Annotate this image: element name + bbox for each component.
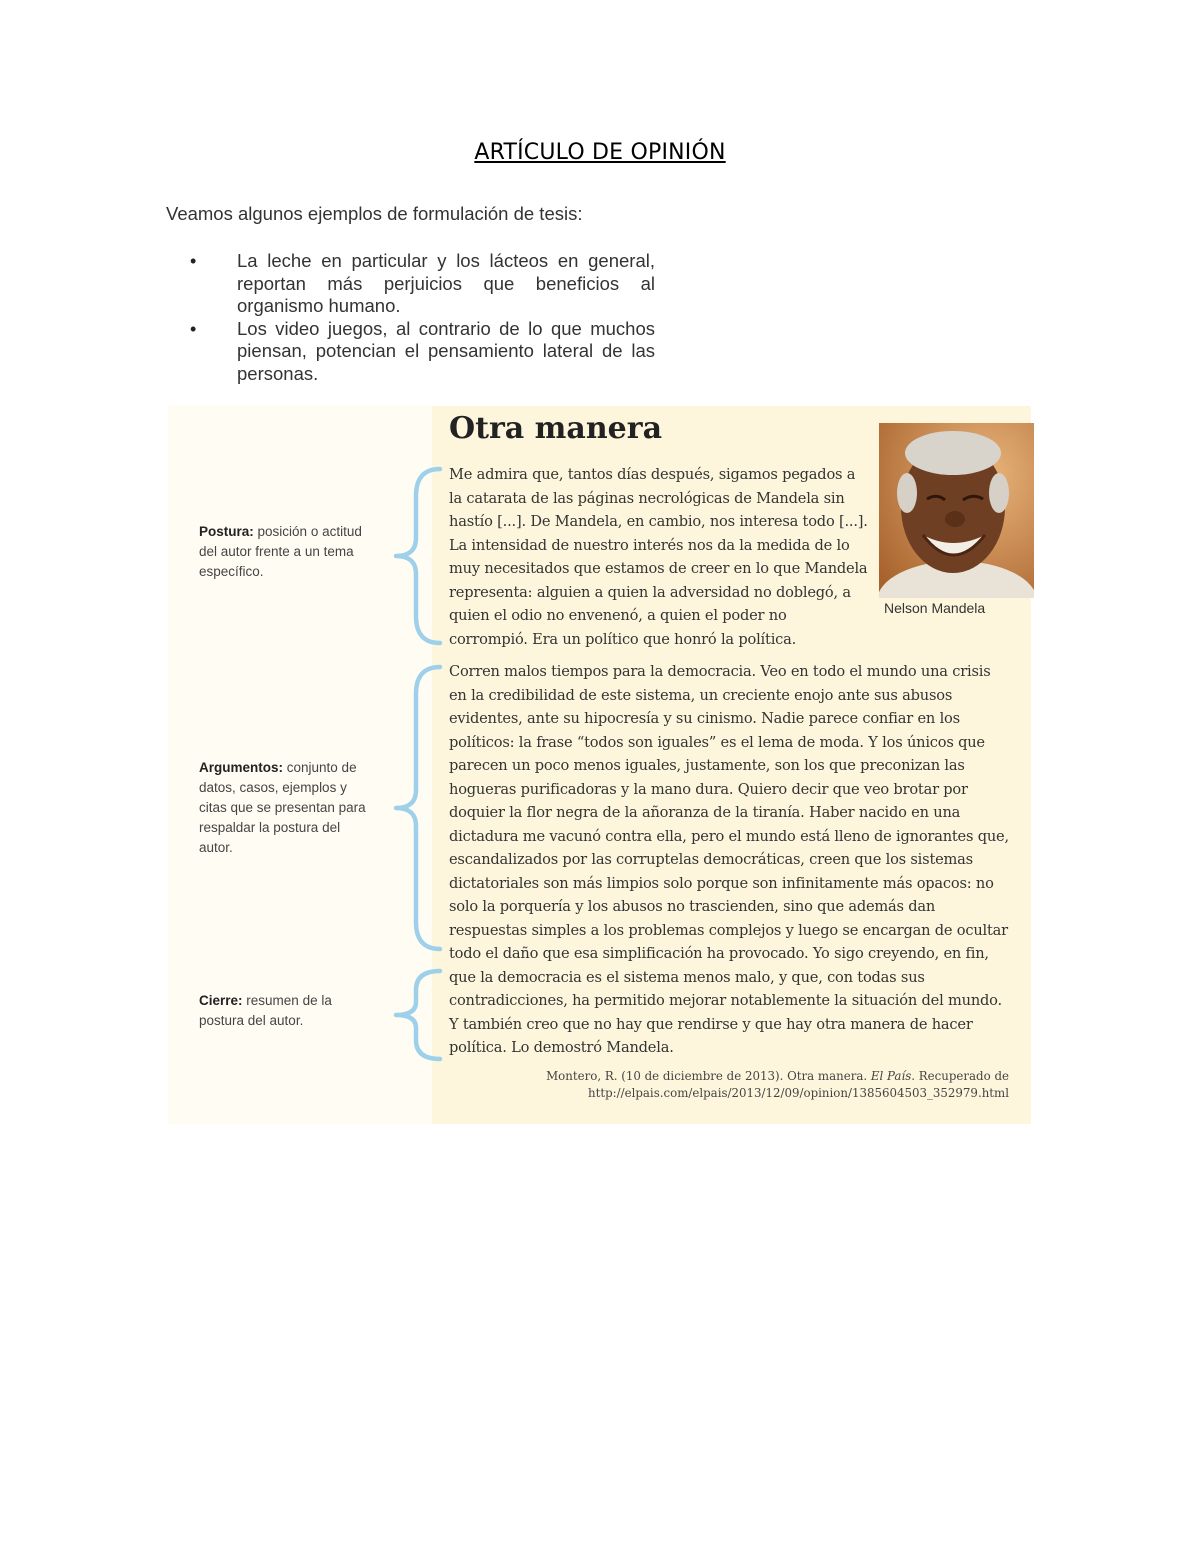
citation-url: http://elpais.com/elpais/2013/12/09/opinion/1385604503_352979.html xyxy=(588,1086,1009,1100)
brace-cierre-icon xyxy=(390,968,446,1062)
photo-caption: Nelson Mandela xyxy=(884,600,986,616)
thesis-examples-list xyxy=(190,250,655,385)
label-postura: Postura: posición o actitud del autor frente a un tema específico. xyxy=(199,524,362,579)
brace-postura-icon xyxy=(390,466,446,646)
citation: Montero, R. (10 de diciembre de 2013). Otra manera. El País. Recuperado de http://elpais.com/elpais/2013/12/09/opinion/1385604503_352979.html xyxy=(546,1069,1009,1100)
article-figure xyxy=(168,406,1031,1124)
label-cierre: Cierre: resumen de la postura del autor. xyxy=(199,993,332,1028)
article-paragraph-argumentos: Corren malos tiempos para la democracia. Veo en todo el mundo una crisis en la credibilidad de este sistema, un creciente enojo ante sus abusos evidentes, ante su hipocresía y su cinismo. Nadie parece confiar en los políticos: la frase “todos son iguales” es el lema de moda. Y los únicos que parecen un poco menos iguales, justamente, son los que preconizan las hogueras purificadoras y la mano dura. Quiero decir que veo brotar por doquier la flor negra de la añoranza de la tiranía. Haber nacido en una dictadura me vacunó contra ella, pero el mundo está lleno de ignorantes que, escandalizados por las corruptelas democráticas, creen que los sistemas dictatoriales son más limpios solo porque son infinitamente más opacos: no solo la porquería y los abusos no trascienden, sino que además dan respuestas simples a los problemas complejos y luego se encargan de ocultar todo el daño que esa simplificación ha provocado. Yo sigo creyendo, en fin, que la democracia es el sistema menos malo, y que, con todas sus contradicciones, ha permitido mejorar notablemente la situación del mundo. Y también creo que no hay que rendirse y que hay otra manera de hacer política. Lo demostró Mandela. xyxy=(449,663,1009,1056)
brace-argumentos-icon xyxy=(390,664,446,952)
intro-text: Veamos algunos ejemplos de formulación de tesis: xyxy=(166,203,583,224)
list-item: • Los video juegos, al contrario de lo que muchos piensan, potencian el pensamiento lateral de las personas. xyxy=(190,318,655,386)
mandela-photo xyxy=(879,423,1034,598)
label-argumentos: Argumentos: conjunto de datos, casos, ejemplos y citas que se presentan para respaldar la postura del autor. xyxy=(199,760,366,855)
list-item: • La leche en particular y los lácteos en general, reportan más perjuicios que beneficios al organismo humano. xyxy=(190,250,655,318)
article-paragraph-postura: Me admira que, tantos días después, sigamos pegados a la catarata de las páginas necrológicas de Mandela sin hastío [...]. De Mandela, en cambio, nos interesa todo [...]. La intensidad de nuestro interés nos da la medida de lo muy necesitados que estamos de creer en lo que Mandela representa: alguien a quien la adversidad no doblegó, a quien el odio no envenenó, a quien el poder no corrompió. Era un político que honró la política. xyxy=(449,466,868,648)
portrait-image xyxy=(879,423,1034,598)
page-title: ARTÍCULO DE OPINIÓN xyxy=(474,140,726,165)
article-title: Otra manera xyxy=(449,411,663,446)
